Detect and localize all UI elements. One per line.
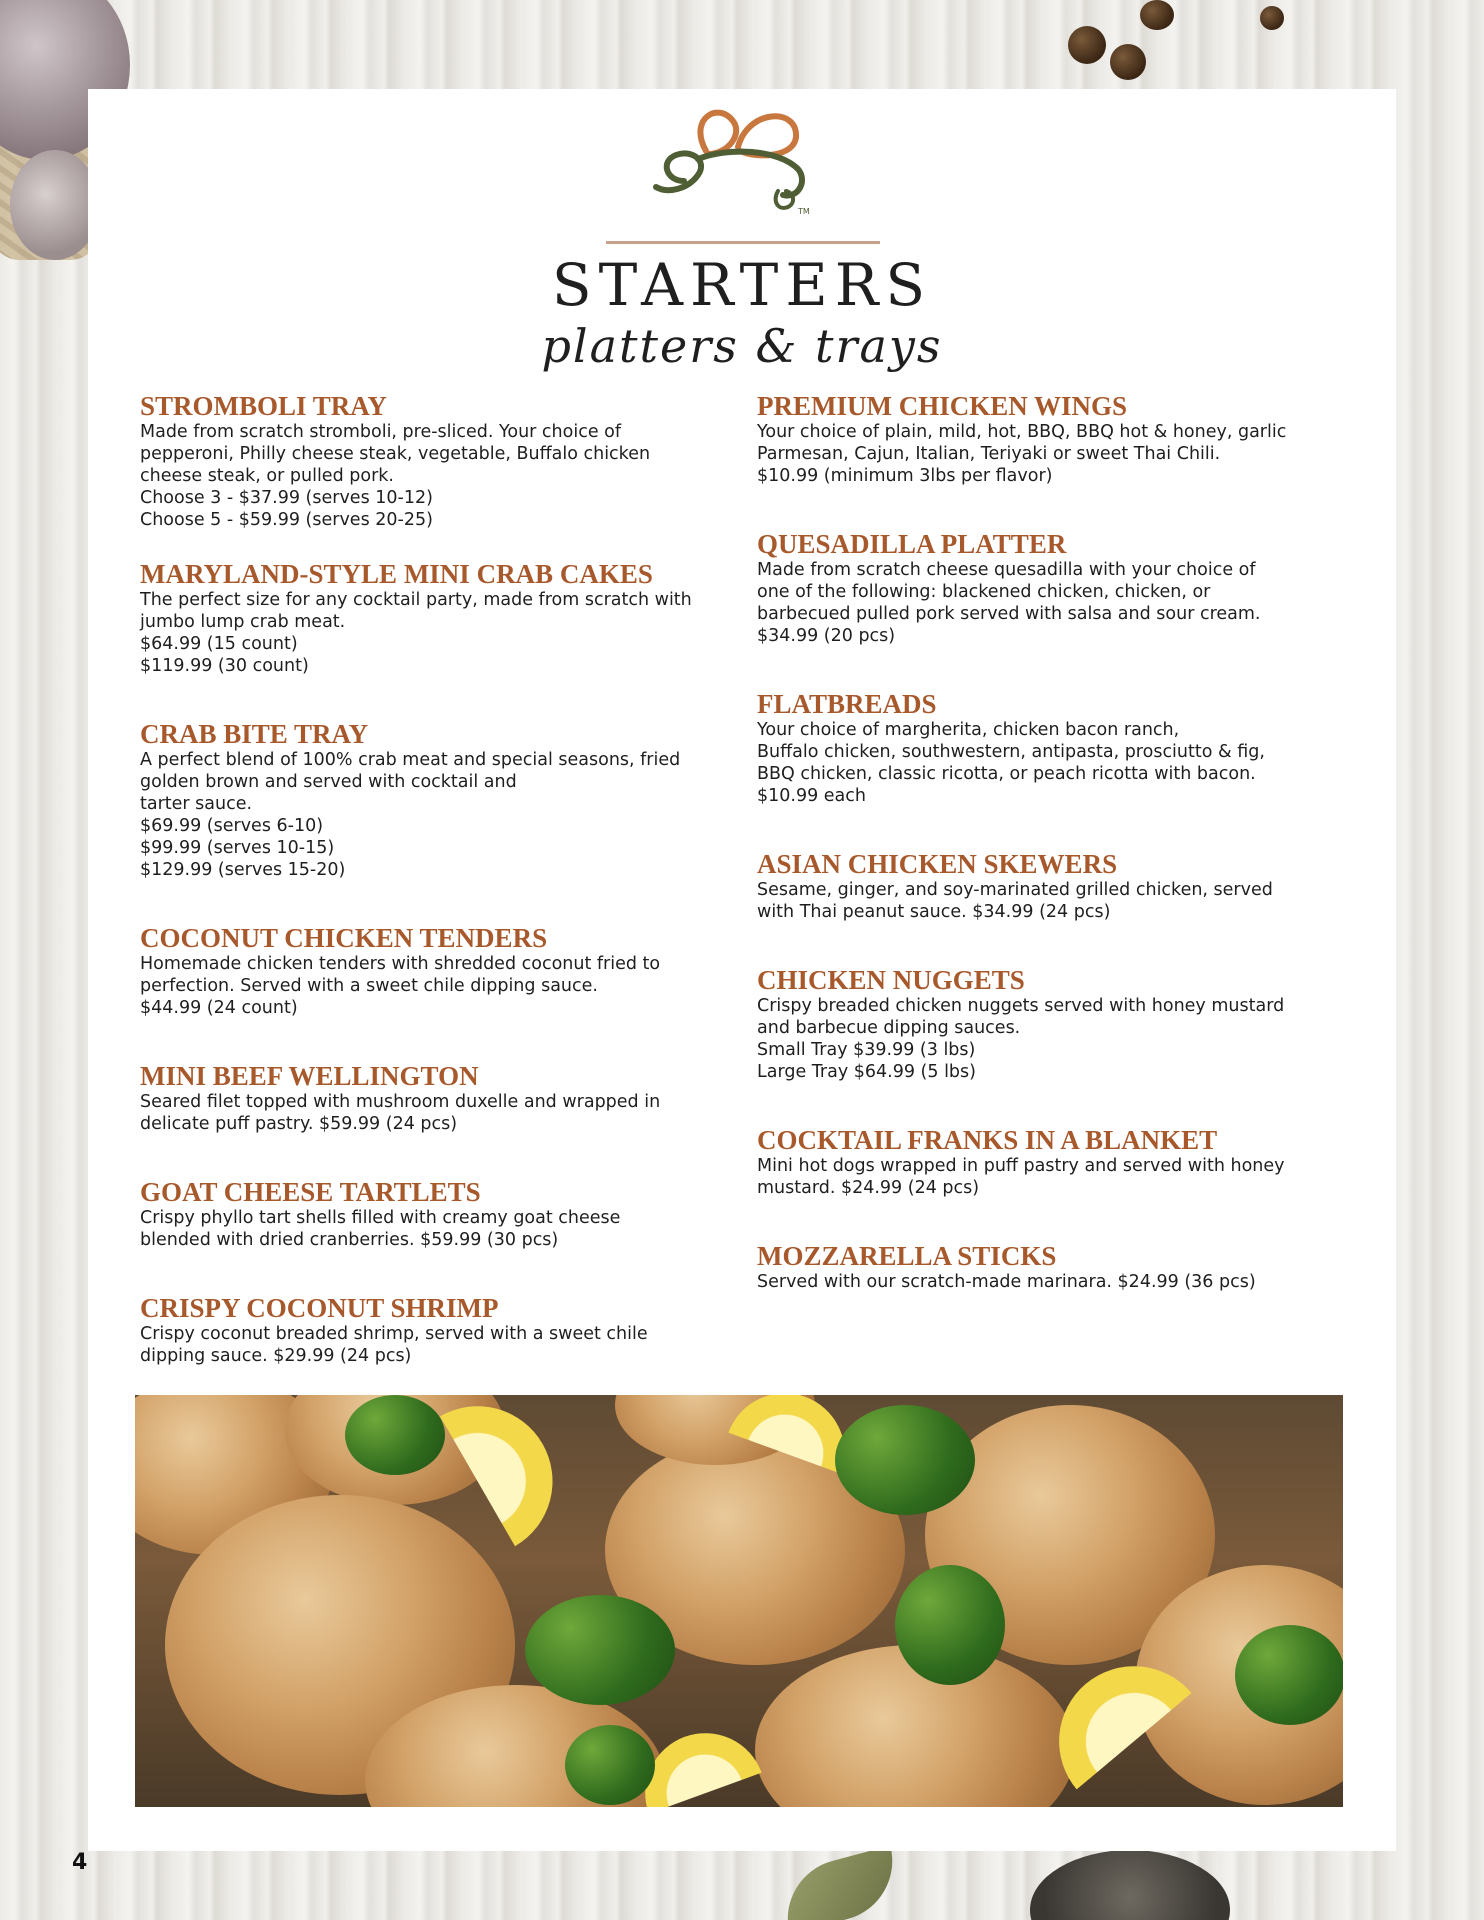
menu-item-description: Crispy coconut breaded shrimp, served with a sweet chile dipping sauce. $29.99 (24 pcs)	[140, 1324, 648, 1366]
menu-item-stromboli-tray	[140, 391, 740, 531]
menu-item-name: CRISPY COCONUT SHRIMP	[140, 1293, 499, 1323]
menu-item-mini-crab-cakes	[140, 559, 740, 677]
menu-item-crab-bite-tray	[140, 719, 740, 881]
menu-item-name: COCKTAIL FRANKS IN A BLANKET	[757, 1125, 1218, 1155]
logo-divider	[606, 241, 880, 244]
menu-item-name: CHICKEN NUGGETS	[757, 965, 1025, 995]
menu-item-name: COCONUT CHICKEN TENDERS	[140, 923, 548, 953]
menu-item-name: MOZZARELLA STICKS	[757, 1241, 1057, 1271]
menu-item-name: FLATBREADS	[757, 689, 937, 719]
menu-item-name: ASIAN CHICKEN SKEWERS	[757, 849, 1118, 879]
menu-item-name: PREMIUM CHICKEN WINGS	[757, 391, 1128, 421]
menu-item-chicken-nuggets	[757, 965, 1357, 1083]
menu-item-description: Your choice of margherita, chicken bacon ranch, Buffalo chicken, southwestern, antipasta, prosciutto & fig, BBQ chicken, classic ricotta, or peach ricotta with bacon. $10.99 each	[757, 720, 1265, 806]
bay-leaf-decoration	[774, 1845, 905, 1920]
menu-item-description: Made from scratch stromboli, pre-sliced. Your choice of pepperoni, Philly cheese steak, vegetable, Buffalo chicken cheese steak, or pulled pork. Choose 3 - $37.99 (serves 10-12) Choose 5 - $59.99 (serves 20-25)	[140, 422, 651, 530]
parsley-shape	[565, 1725, 655, 1805]
allspice-decoration	[1140, 0, 1174, 30]
garlic-decoration	[10, 150, 100, 260]
page-subtitle: platters & trays	[541, 319, 943, 373]
menu-item-description: Homemade chicken tenders with shredded coconut fried to perfection. Served with a sweet chile dipping sauce. $44.99 (24 count)	[140, 954, 661, 1018]
parsley-shape	[835, 1405, 975, 1515]
svg-text:TM: TM	[798, 207, 810, 216]
menu-item-name: MARYLAND-STYLE MINI CRAB CAKES	[140, 559, 653, 589]
menu-item-flatbreads	[757, 689, 1357, 807]
page-title: STARTERS	[551, 251, 933, 319]
menu-item-description: Mini hot dogs wrapped in puff pastry and served with honey mustard. $24.99 (24 pcs)	[757, 1156, 1285, 1198]
menu-item-name: STROMBOLI TRAY	[140, 391, 387, 421]
menu-item-description: Crispy breaded chicken nuggets served with honey mustard and barbecue dipping sauces. Small Tray $39.99 (3 lbs) Large Tray $64.99 (5 lbs)	[757, 996, 1285, 1082]
brand-logo-icon	[648, 99, 838, 229]
menu-page	[88, 89, 1396, 1851]
allspice-decoration	[1068, 26, 1106, 64]
menu-item-description: Served with our scratch-made marinara. $24.99 (36 pcs)	[757, 1272, 1256, 1292]
menu-item-quesadilla-platter	[757, 529, 1357, 647]
menu-item-name: QUESADILLA PLATTER	[757, 529, 1067, 559]
menu-item-crispy-coconut-shrimp	[140, 1293, 740, 1367]
parsley-shape	[1235, 1625, 1343, 1725]
parsley-shape	[525, 1595, 675, 1705]
allspice-decoration	[1110, 44, 1146, 80]
page-number: 4	[72, 1850, 88, 1875]
menu-item-description: Your choice of plain, mild, hot, BBQ, BBQ hot & honey, garlic Parmesan, Cajun, Italian, Teriyaki or sweet Thai Chili. $10.99 (minimum 3lbs per flavor)	[757, 422, 1287, 486]
menu-item-goat-cheese-tartlets	[140, 1177, 740, 1251]
menu-item-mozzarella-sticks	[757, 1241, 1357, 1293]
menu-item-description: Sesame, ginger, and soy-marinated grilled chicken, served with Thai peanut sauce. $34.99 (24 pcs)	[757, 880, 1273, 922]
menu-item-name: MINI BEEF WELLINGTON	[140, 1061, 479, 1091]
menu-item-description: Made from scratch cheese quesadilla with your choice of one of the following: blackened chicken, chicken, or barbecued pulled pork served with salsa and sour cream. $34.99 (20 pcs)	[757, 560, 1261, 646]
menu-item-description: Seared filet topped with mushroom duxelle and wrapped in delicate puff pastry. $59.99 (24 pcs)	[140, 1092, 661, 1134]
menu-item-coconut-chicken-tenders	[140, 923, 740, 1019]
menu-item-asian-chicken-skewers	[757, 849, 1357, 923]
parsley-shape	[345, 1395, 445, 1475]
allspice-decoration	[1260, 6, 1284, 30]
parsley-shape	[895, 1565, 1005, 1685]
menu-item-name: CRAB BITE TRAY	[140, 719, 369, 749]
menu-item-name: GOAT CHEESE TARTLETS	[140, 1177, 481, 1207]
menu-item-cocktail-franks	[757, 1125, 1357, 1199]
menu-item-mini-beef-wellington	[140, 1061, 740, 1135]
bowl-decoration	[1030, 1850, 1230, 1920]
menu-item-description: A perfect blend of 100% crab meat and special seasons, fried golden brown and served with cocktail and tarter sauce. $69.99 (serves 6-10) $99.99 (serves 10-15) $129.99 (serves 15-20)	[140, 750, 681, 880]
menu-item-premium-chicken-wings	[757, 391, 1357, 487]
crab-cakes-photo	[135, 1395, 1343, 1807]
menu-item-description: Crispy phyllo tart shells filled with creamy goat cheese blended with dried cranberries. $59.99 (30 pcs)	[140, 1208, 621, 1250]
menu-item-description: The perfect size for any cocktail party, made from scratch with jumbo lump crab meat. $64.99 (15 count) $119.99 (30 count)	[140, 590, 692, 676]
